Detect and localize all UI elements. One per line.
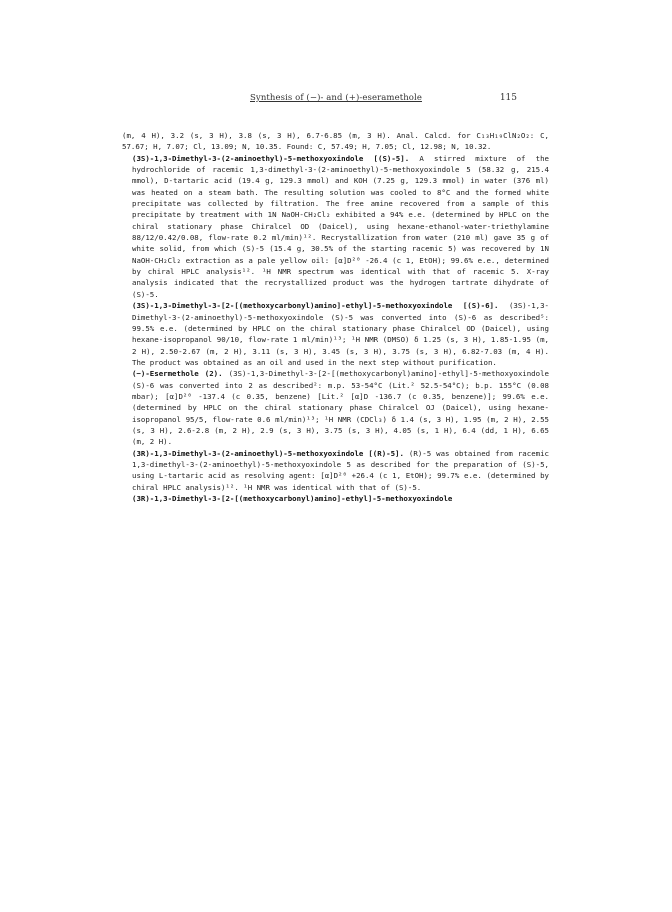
page-header xyxy=(0,93,672,107)
compound-heading: (−)-Esermethole (2). xyxy=(132,369,223,379)
paragraph-esermethole xyxy=(122,368,549,447)
compound-heading: (3S)-1,3-Dimethyl-3-[2-[(methoxycarbonyl)amino]-ethyl]-5-methoxyoxindole [(S)-6]. xyxy=(132,301,499,311)
paragraph-text: (3S)-1,3-Dimethyl-3-(2-aminoethyl)-5-methoxyoxindole (S)-5 was converted into (S)-6 as described⁵: 99.5% e.e. (determined by HPLC on the chiral stationary phase Chiralcel OD (Daicel), using hexane-isopropanol 90/10, flow-rate 1 ml/min)¹³; ¹H NMR (DMSO) δ 1.25 (s, 3 H), 1.85-1.95 (m, 2 H), 2.50-2.67 (m, 2 H), 3.11 (s, 3 H), 3.45 (s, 3 H), 3.75 (s, 3 H), 6.82-7.03 (m, 4 H). The product was obtained as an oil and used in the next step without purification. xyxy=(132,301,549,367)
compound-heading: (3R)-1,3-Dimethyl-3-[2-[(methoxycarbonyl)amino]-ethyl]-5-methoxyoxindole xyxy=(132,494,453,503)
paragraph-r5 xyxy=(122,448,549,493)
paragraph-text: (m, 4 H), 3.2 (s, 3 H), 3.8 (s, 3 H), 6.7-6.85 (m, 3 H). Anal. Calcd. for C₁₃H₁₉ClN₂O₂: C, 57.67; H, 7.07; Cl, 13.09; N, 10.35. Found: C, 57.49; H, 7.05; Cl, 12.98; N, 10.32. xyxy=(122,131,549,152)
paragraph-s6 xyxy=(122,300,549,368)
paragraph-s5 xyxy=(122,153,549,300)
paragraph-text: (R)-5 was obtained from racemic 1,3-dimethyl-3-(2-aminoethyl)-5-methoxyoxindole 5 as described for the preparation of (S)-5, using L-tartaric acid as resolving agent: [α]D²⁰ +26.4 (c 1, EtOH); 99.7% e.e. (determined by chiral HPLC analysis)¹². ¹H NMR was identical with that of (S)-5. xyxy=(132,448,549,492)
running-title: Synthesis of (−)- and (+)-eseramethole xyxy=(250,93,422,103)
compound-heading: (3S)-1,3-Dimethyl-3-(2-aminoethyl)-5-methoxyoxindole [(S)-5]. xyxy=(132,153,410,163)
paragraph-r6 xyxy=(122,493,549,504)
paragraph-analysis xyxy=(122,130,549,153)
compound-heading: (3R)-1,3-Dimethyl-3-(2-aminoethyl)-5-methoxyoxindole [(R)-5]. xyxy=(132,448,404,458)
paragraph-text: (3S)-1,3-Dimethyl-3-[2-[(methoxycarbonyl)amino]-ethyl]-5-methoxyoxindole (S)-6 was converted into 2 as described²: m.p. 53-54°C (Lit.² 52.5-54°C); b.p. 155°C (0.08 mbar); [α]D²⁰ -137.4 (c 0.35, benzene) [Lit.² [α]D -136.7 (c 0.35, benzene)]; 99.6% e.e. (determined by HPLC on the chiral stationary phase Chiralcel OJ (Daicel), using hexane-isopropanol 95/5, flow-rate 0.6 ml/min)¹³; ¹H NMR (CDCl₃) δ 1.4 (s, 3 H), 1.95 (m, 2 H), 2.55 (s, 3 H), 2.6-2.8 (m, 2 H), 2.9 (s, 3 H), 3.75 (s, 3 H), 4.05 (s, 1 H), 6.4 (dd, 1 H), 6.65 (m, 2 H). xyxy=(132,369,549,447)
article-body xyxy=(122,130,549,504)
page-number: 115 xyxy=(499,93,517,103)
paragraph-text: A stirred mixture of the hydrochloride of racemic 1,3-dimethyl-3-(2-aminoethyl)-5-methoxyoxindole 5 (58.32 g, 215.4 mmol), D-tartaric acid (19.4 g, 129.3 mmol) and KOH (7.25 g, 129.3 mmol) in water (376 ml) was heated on a steam bath. The resulting solution was cooled to 8°C and the formed white precipitate was collected by filtration. The free amine recovered from a sample of this precipitate by treatment with 1N NaOH-CH₂Cl₂ exhibited a 94% e.e. (determined by HPLC on the chiral stationary phase Chiralcel OD (Daicel), using hexane-ethanol-water-triethylamine 88/12/0.42/0.08, flow-rate 0.2 ml/min)¹². Recrystallization from water (210 ml) gave 35 g of white solid, from which (S)-5 (15.4 g, 30.5% of the starting racemic 5) was recovered by 1N NaOH-CH₂Cl₂ extraction as a pale yellow oil: [α]D²⁰ -26.4 (c 1, EtOH); 99.6% e.e., determined by chiral HPLC analysis¹². ¹H NMR spectrum was identical with that of racemic 5. X-ray analysis indicated that the recrystallized product was the hydrogen tartrate dihydrate of (S)-5. xyxy=(132,153,550,299)
